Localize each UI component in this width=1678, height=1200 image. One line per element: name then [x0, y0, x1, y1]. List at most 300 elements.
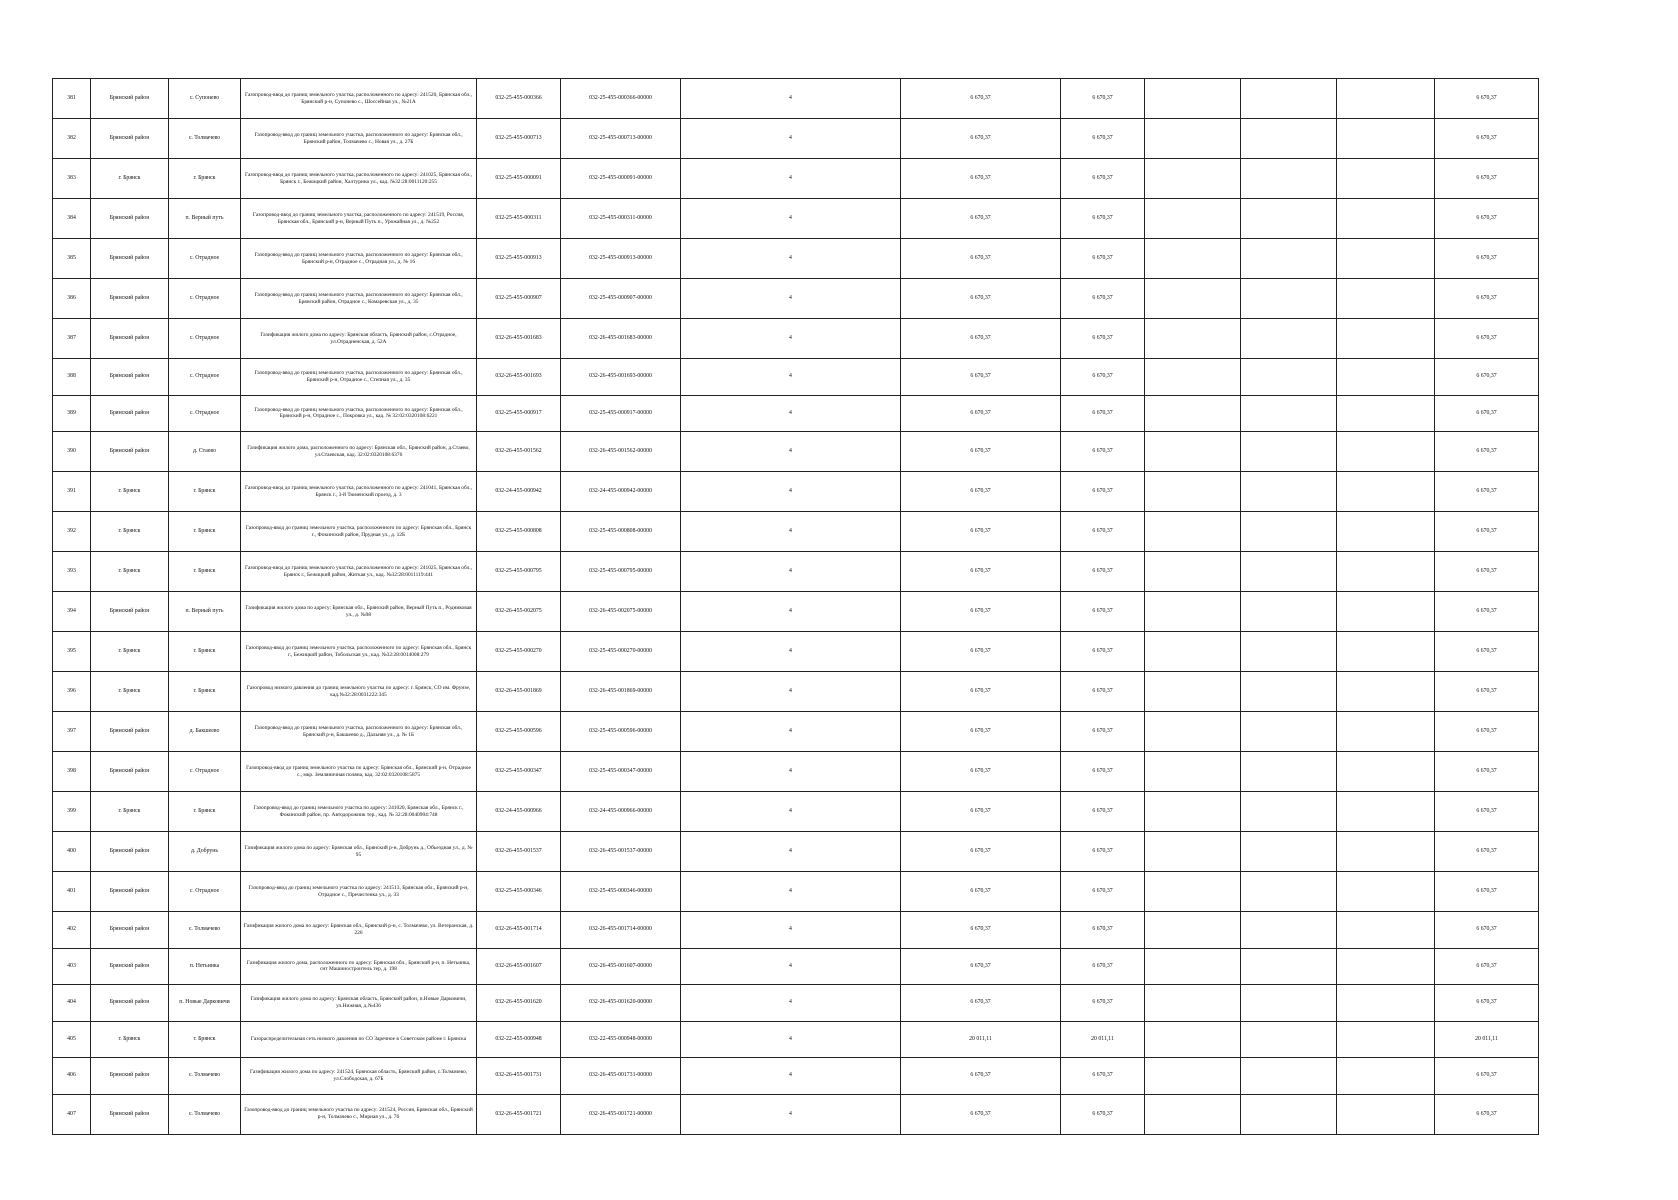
amount-cell: 6 670,37	[901, 792, 1061, 832]
total-cell: 6 670,37	[1435, 552, 1539, 592]
table-row	[53, 1058, 1539, 1095]
amount-cell: 6 670,37	[901, 119, 1061, 159]
empty-cell-2	[1241, 279, 1337, 319]
empty-cell-1	[1145, 395, 1241, 432]
object-code: 032-25-455-000808	[477, 512, 561, 552]
district-cell: г. Брянск	[91, 672, 169, 712]
object-id: 032-26-455-001683-00000	[561, 319, 681, 359]
total-cell: 6 670,37	[1435, 948, 1539, 985]
quantity-cell: 4	[681, 159, 901, 199]
total-cell: 6 670,37	[1435, 199, 1539, 239]
object-id: 032-26-455-001537-00000	[561, 832, 681, 872]
empty-cell-1	[1145, 712, 1241, 752]
amount-cell: 6 670,37	[901, 159, 1061, 199]
empty-cell-1	[1145, 359, 1241, 396]
object-code: 032-24-455-000942	[477, 472, 561, 512]
amount-cell: 6 670,37	[901, 432, 1061, 472]
object-description: Газификация жилого дома по адресу: Брянская область, Брянский район, п.Новые Дарковичи, ул.Нижняя, д.№436	[241, 985, 477, 1022]
amount-confirmed-cell: 6 670,37	[1061, 948, 1145, 985]
object-code: 032-26-455-001683	[477, 319, 561, 359]
district-cell: Брянский район	[91, 279, 169, 319]
object-code: 032-26-455-001721	[477, 1094, 561, 1134]
amount-cell: 20 011,11	[901, 1021, 1061, 1058]
table-row	[53, 472, 1539, 512]
settlement-cell: г. Брянск	[169, 1021, 241, 1058]
settlement-cell: с. Отрадное	[169, 752, 241, 792]
object-description: Газопровод-ввод до границ земельного участка, расположенного по адресу: Брянская обл., Брянск г., Фокинский район, Прудная ул., д. 12Б	[241, 512, 477, 552]
empty-cell-3	[1337, 1094, 1435, 1134]
total-cell: 6 670,37	[1435, 1058, 1539, 1095]
total-cell: 6 670,37	[1435, 319, 1539, 359]
table-row	[53, 872, 1539, 912]
empty-cell-2	[1241, 119, 1337, 159]
district-cell: Брянский район	[91, 832, 169, 872]
table-row	[53, 432, 1539, 472]
empty-cell-3	[1337, 872, 1435, 912]
empty-cell-2	[1241, 359, 1337, 396]
district-cell: Брянский район	[91, 912, 169, 949]
object-id: 032-26-455-001620-00000	[561, 985, 681, 1022]
amount-cell: 6 670,37	[901, 395, 1061, 432]
amount-cell: 6 670,37	[901, 592, 1061, 632]
quantity-cell: 4	[681, 1094, 901, 1134]
district-cell: Брянский район	[91, 985, 169, 1022]
settlement-cell: с. Толмачево	[169, 912, 241, 949]
table-row	[53, 592, 1539, 632]
empty-cell-1	[1145, 199, 1241, 239]
document-sheet	[52, 78, 1539, 1135]
object-description: Газификация жилого дома по адресу: Брянская область, Брянский район, с.Отрадное, ул.Отрадненская, д. 52А	[241, 319, 477, 359]
settlement-cell: г. Брянск	[169, 512, 241, 552]
total-cell: 6 670,37	[1435, 592, 1539, 632]
district-cell: Брянский район	[91, 592, 169, 632]
row-number: 402	[53, 912, 91, 949]
object-code: 032-25-455-000907	[477, 279, 561, 319]
empty-cell-3	[1337, 159, 1435, 199]
amount-cell: 6 670,37	[901, 832, 1061, 872]
total-cell: 6 670,37	[1435, 119, 1539, 159]
object-id: 032-26-455-001607-00000	[561, 948, 681, 985]
object-id: 032-26-455-001731-00000	[561, 1058, 681, 1095]
object-description: Газопровод-ввод до границ земельного участка по адресу: Брянская обл., Брянский р-н, Отрадное с., мкр. Земляничная поляна, кад. 32:02:0320108:5875	[241, 752, 477, 792]
object-code: 032-26-455-002075	[477, 592, 561, 632]
amount-cell: 6 670,37	[901, 985, 1061, 1022]
object-description: Газопровод-ввод до границ земельного участка, расположенного по адресу: Брянская обл., Брянский р-н, Отрадное с., Степная ул., д. 35	[241, 359, 477, 396]
amount-confirmed-cell: 6 670,37	[1061, 792, 1145, 832]
row-number: 383	[53, 159, 91, 199]
amount-confirmed-cell: 6 670,37	[1061, 592, 1145, 632]
object-id: 032-26-455-001714-00000	[561, 912, 681, 949]
district-cell: г. Брянск	[91, 632, 169, 672]
amount-confirmed-cell: 6 670,37	[1061, 279, 1145, 319]
object-code: 032-26-455-001607	[477, 948, 561, 985]
object-code: 032-22-455-000948	[477, 1021, 561, 1058]
quantity-cell: 4	[681, 948, 901, 985]
district-cell: г. Брянск	[91, 1021, 169, 1058]
empty-cell-1	[1145, 472, 1241, 512]
row-number: 403	[53, 948, 91, 985]
object-code: 032-26-455-001562	[477, 432, 561, 472]
empty-cell-1	[1145, 1094, 1241, 1134]
empty-cell-3	[1337, 79, 1435, 119]
table-row	[53, 632, 1539, 672]
object-id: 032-25-455-000270-00000	[561, 632, 681, 672]
settlement-cell: с. Отрадное	[169, 395, 241, 432]
object-id: 032-24-455-000942-00000	[561, 472, 681, 512]
empty-cell-1	[1145, 159, 1241, 199]
object-description: Газификация жилого дома по адресу: Брянская обл., Брянский р-н, с. Толмачево, ул. Ветеранская, д. 226	[241, 912, 477, 949]
district-cell: Брянский район	[91, 119, 169, 159]
settlement-cell: с. Толмачево	[169, 1094, 241, 1134]
total-cell: 6 670,37	[1435, 159, 1539, 199]
object-description: Газопровод-ввод до границ земельного участка по адресу: 241020, Брянская обл., Брянск г., Фокинский район, пр. Автодорожник тер., кад. № 32:28:0040904:748	[241, 792, 477, 832]
settlement-cell: с. Толмачево	[169, 1058, 241, 1095]
object-code: 032-26-455-001620	[477, 985, 561, 1022]
table-row	[53, 948, 1539, 985]
object-description: Газопровод-ввод до границ земельного участка, расположенного по адресу: Брянская обл., Брянский р-н, Бакшеево д., Дальняя ул., д. № 1Б	[241, 712, 477, 752]
settlement-cell: п. Верный путь	[169, 592, 241, 632]
total-cell: 6 670,37	[1435, 632, 1539, 672]
object-description: Газопровод-ввод до границ земельного участка, расположенного по адресу: 241025, Брянская обл., Брянск г., Бежицкий район, Халтурина ул., кад. №32:28:0011120:255	[241, 159, 477, 199]
district-cell: г. Брянск	[91, 792, 169, 832]
row-number: 397	[53, 712, 91, 752]
settlement-cell: г. Брянск	[169, 632, 241, 672]
amount-cell: 6 670,37	[901, 1058, 1061, 1095]
empty-cell-1	[1145, 792, 1241, 832]
amount-confirmed-cell: 6 670,37	[1061, 1094, 1145, 1134]
amount-confirmed-cell: 6 670,37	[1061, 319, 1145, 359]
object-description: Газопровод-ввод до границ земельного участка, расположенного по адресу: Брянская обл., Брянский р-н, Отрадное с., Отрадная ул., д. № 16	[241, 239, 477, 279]
district-cell: Брянский район	[91, 1058, 169, 1095]
object-code: 032-26-455-001714	[477, 912, 561, 949]
quantity-cell: 4	[681, 239, 901, 279]
object-code: 032-25-455-000366	[477, 79, 561, 119]
total-cell: 6 670,37	[1435, 395, 1539, 432]
object-description: Газопровод-ввод до границ земельного участка, расположенного по адресу: 241025, Брянская обл., Брянск г., Бежицкий район, Житкая ул., кад. №32:28:0011119:441	[241, 552, 477, 592]
quantity-cell: 4	[681, 279, 901, 319]
amount-cell: 6 670,37	[901, 279, 1061, 319]
total-cell: 6 670,37	[1435, 752, 1539, 792]
object-description: Газификация жилого дома по адресу: 241524, Брянская область, Брянский район, с.Толмачево, ул.Слободская, д. 67Б	[241, 1058, 477, 1095]
settlement-cell: г. Брянск	[169, 792, 241, 832]
quantity-cell: 4	[681, 79, 901, 119]
settlement-cell: п. Нетьинка	[169, 948, 241, 985]
amount-confirmed-cell: 6 670,37	[1061, 119, 1145, 159]
object-description: Газопровод-ввод до границ земельного участка по адресу: 241524, Россия, Брянская обл., Брянский р-н, Толмачево с., Мирная ул., д. 76	[241, 1094, 477, 1134]
row-number: 389	[53, 395, 91, 432]
empty-cell-1	[1145, 912, 1241, 949]
empty-cell-2	[1241, 432, 1337, 472]
district-cell: Брянский район	[91, 712, 169, 752]
district-cell: Брянский район	[91, 79, 169, 119]
object-id: 032-26-455-001693-00000	[561, 359, 681, 396]
empty-cell-3	[1337, 239, 1435, 279]
object-code: 032-24-455-000966	[477, 792, 561, 832]
quantity-cell: 4	[681, 872, 901, 912]
total-cell: 6 670,37	[1435, 1094, 1539, 1134]
empty-cell-1	[1145, 592, 1241, 632]
row-number: 399	[53, 792, 91, 832]
amount-cell: 6 670,37	[901, 672, 1061, 712]
empty-cell-1	[1145, 432, 1241, 472]
amount-confirmed-cell: 6 670,37	[1061, 752, 1145, 792]
district-cell: Брянский район	[91, 872, 169, 912]
empty-cell-2	[1241, 79, 1337, 119]
total-cell: 6 670,37	[1435, 239, 1539, 279]
settlement-cell: с. Отрадное	[169, 872, 241, 912]
settlement-cell: с. Отрадное	[169, 359, 241, 396]
empty-cell-2	[1241, 832, 1337, 872]
object-description: Газификация жилого дома, расположенного по адресу: Брянская обл., Брянский р-н, п. Нетьинка, снт Машиностроитель тер, д. 198	[241, 948, 477, 985]
total-cell: 6 670,37	[1435, 432, 1539, 472]
amount-confirmed-cell: 6 670,37	[1061, 79, 1145, 119]
object-description: Газораспределительная сеть низкого давления по СО Заречное в Советском районе г. Брянска	[241, 1021, 477, 1058]
total-cell: 6 670,37	[1435, 712, 1539, 752]
row-number: 386	[53, 279, 91, 319]
settlement-cell: с. Отрадное	[169, 239, 241, 279]
object-id: 032-22-455-000948-00000	[561, 1021, 681, 1058]
settlement-cell: г. Брянск	[169, 672, 241, 712]
empty-cell-2	[1241, 1058, 1337, 1095]
district-cell: Брянский район	[91, 752, 169, 792]
amount-cell: 6 670,37	[901, 912, 1061, 949]
object-id: 032-25-455-000346-00000	[561, 872, 681, 912]
empty-cell-3	[1337, 672, 1435, 712]
object-code: 032-26-455-001537	[477, 832, 561, 872]
empty-cell-3	[1337, 752, 1435, 792]
empty-cell-3	[1337, 472, 1435, 512]
total-cell: 20 011,11	[1435, 1021, 1539, 1058]
quantity-cell: 4	[681, 552, 901, 592]
quantity-cell: 4	[681, 792, 901, 832]
empty-cell-3	[1337, 1058, 1435, 1095]
empty-cell-3	[1337, 1021, 1435, 1058]
empty-cell-3	[1337, 832, 1435, 872]
empty-cell-1	[1145, 985, 1241, 1022]
total-cell: 6 670,37	[1435, 79, 1539, 119]
row-number: 395	[53, 632, 91, 672]
empty-cell-3	[1337, 432, 1435, 472]
empty-cell-2	[1241, 1021, 1337, 1058]
quantity-cell: 4	[681, 319, 901, 359]
settlement-cell: с. Отрадное	[169, 319, 241, 359]
row-number: 396	[53, 672, 91, 712]
empty-cell-2	[1241, 632, 1337, 672]
object-id: 032-25-455-000913-00000	[561, 239, 681, 279]
quantity-cell: 4	[681, 1058, 901, 1095]
object-code: 032-26-455-001693	[477, 359, 561, 396]
object-id: 032-25-455-000808-00000	[561, 512, 681, 552]
amount-confirmed-cell: 6 670,37	[1061, 832, 1145, 872]
quantity-cell: 4	[681, 199, 901, 239]
empty-cell-1	[1145, 832, 1241, 872]
quantity-cell: 4	[681, 359, 901, 396]
object-description: Газопровод-ввод до границ земельного участка, расположенного по адресу: Брянская обл., Брянск г., Бежицкий район, Тобольская ул., кад. №32:28:0014008:279	[241, 632, 477, 672]
table-row	[53, 279, 1539, 319]
object-id: 032-25-455-000795-00000	[561, 552, 681, 592]
amount-cell: 6 670,37	[901, 512, 1061, 552]
empty-cell-3	[1337, 912, 1435, 949]
row-number: 406	[53, 1058, 91, 1095]
settlement-cell: г. Брянск	[169, 159, 241, 199]
table-row	[53, 199, 1539, 239]
amount-confirmed-cell: 6 670,37	[1061, 672, 1145, 712]
amount-confirmed-cell: 6 670,37	[1061, 512, 1145, 552]
empty-cell-2	[1241, 239, 1337, 279]
row-number: 385	[53, 239, 91, 279]
table-row	[53, 792, 1539, 832]
amount-cell: 6 670,37	[901, 948, 1061, 985]
row-number: 390	[53, 432, 91, 472]
empty-cell-1	[1145, 319, 1241, 359]
object-code: 032-25-455-000713	[477, 119, 561, 159]
amount-cell: 6 670,37	[901, 712, 1061, 752]
settlement-cell: с. Толмачево	[169, 119, 241, 159]
row-number: 387	[53, 319, 91, 359]
amount-confirmed-cell: 6 670,37	[1061, 432, 1145, 472]
quantity-cell: 4	[681, 472, 901, 512]
object-code: 032-25-455-000917	[477, 395, 561, 432]
empty-cell-1	[1145, 752, 1241, 792]
settlement-cell: с. Отрадное	[169, 279, 241, 319]
table-row	[53, 712, 1539, 752]
object-code: 032-25-455-000311	[477, 199, 561, 239]
amount-confirmed-cell: 6 670,37	[1061, 632, 1145, 672]
table-row	[53, 239, 1539, 279]
amount-cell: 6 670,37	[901, 752, 1061, 792]
empty-cell-2	[1241, 948, 1337, 985]
amount-confirmed-cell: 6 670,37	[1061, 985, 1145, 1022]
district-cell: Брянский район	[91, 948, 169, 985]
object-description: Газопровод-ввод до границ земельного участка, расположенного по адресу: 241041, Брянская обл., Брянск г., 3-й Тюменский проезд, д. 3	[241, 472, 477, 512]
object-description: Газификация жилого дома по адресу: Брянская обл., Брянский район, Верный Путь п., Родниковая ул., д. №98	[241, 592, 477, 632]
quantity-cell: 4	[681, 985, 901, 1022]
row-number: 392	[53, 512, 91, 552]
settlement-cell: г. Брянск	[169, 552, 241, 592]
total-cell: 6 670,37	[1435, 512, 1539, 552]
object-description: Газопровод-ввод до границ земельного участка, расположенного по адресу: 241519, Россия, Брянская обл., Брянский р-н, Верный Путь п., Урожайная ул., д. №252	[241, 199, 477, 239]
empty-cell-1	[1145, 279, 1241, 319]
total-cell: 6 670,37	[1435, 832, 1539, 872]
object-id: 032-25-455-000311-00000	[561, 199, 681, 239]
table-row	[53, 79, 1539, 119]
object-description: Газификация жилого дома, расположенного по адресу: Брянская обл., Брянский район, д.Стаево, ул.Стаевская, кад. 32:02:0320108:6376	[241, 432, 477, 472]
quantity-cell: 4	[681, 592, 901, 632]
row-number: 384	[53, 199, 91, 239]
empty-cell-3	[1337, 279, 1435, 319]
row-number: 388	[53, 359, 91, 396]
object-description: Газопровод-ввод до границ земельного участка, расположенного по адресу: Брянская обл., Брянский р-н, Отрадное с., Покровка ул., кад. № 32:02:0320108:6221	[241, 395, 477, 432]
amount-confirmed-cell: 20 011,11	[1061, 1021, 1145, 1058]
table-row	[53, 512, 1539, 552]
object-description: Газопровод-ввод до границ земельного участка, расположенного по адресу: Брянская обл., Брянский район, Толмачево с., Новая ул., д. 27Б	[241, 119, 477, 159]
table-body	[53, 79, 1539, 1135]
amount-cell: 6 670,37	[901, 552, 1061, 592]
table-row	[53, 319, 1539, 359]
row-number: 394	[53, 592, 91, 632]
table-row	[53, 159, 1539, 199]
object-description: Газопровод-ввод до границ земельного участка, расположенного по адресу: Брянская обл., Брянский район, Отрадное с., Комаревская ул., д. 35	[241, 279, 477, 319]
amount-cell: 6 670,37	[901, 359, 1061, 396]
amount-confirmed-cell: 6 670,37	[1061, 359, 1145, 396]
district-cell: г. Брянск	[91, 472, 169, 512]
amount-cell: 6 670,37	[901, 632, 1061, 672]
empty-cell-2	[1241, 912, 1337, 949]
object-id: 032-25-455-000713-00000	[561, 119, 681, 159]
district-cell: г. Брянск	[91, 552, 169, 592]
empty-cell-3	[1337, 319, 1435, 359]
empty-cell-3	[1337, 199, 1435, 239]
empty-cell-1	[1145, 79, 1241, 119]
amount-confirmed-cell: 6 670,37	[1061, 712, 1145, 752]
total-cell: 6 670,37	[1435, 872, 1539, 912]
table-row	[53, 119, 1539, 159]
total-cell: 6 670,37	[1435, 472, 1539, 512]
table-row	[53, 1021, 1539, 1058]
empty-cell-1	[1145, 239, 1241, 279]
quantity-cell: 4	[681, 752, 901, 792]
settlement-cell: г. Брянск	[169, 472, 241, 512]
object-id: 032-25-455-000596-00000	[561, 712, 681, 752]
quantity-cell: 4	[681, 912, 901, 949]
settlement-cell: д. Добрунь	[169, 832, 241, 872]
empty-cell-2	[1241, 672, 1337, 712]
settlement-cell: с. Супонево	[169, 79, 241, 119]
total-cell: 6 670,37	[1435, 985, 1539, 1022]
empty-cell-1	[1145, 632, 1241, 672]
amount-cell: 6 670,37	[901, 472, 1061, 512]
object-code: 032-25-455-000795	[477, 552, 561, 592]
district-cell: Брянский район	[91, 319, 169, 359]
amount-confirmed-cell: 6 670,37	[1061, 1058, 1145, 1095]
empty-cell-3	[1337, 948, 1435, 985]
empty-cell-2	[1241, 512, 1337, 552]
total-cell: 6 670,37	[1435, 912, 1539, 949]
quantity-cell: 4	[681, 832, 901, 872]
amount-cell: 6 670,37	[901, 319, 1061, 359]
quantity-cell: 4	[681, 512, 901, 552]
object-id: 032-25-455-000347-00000	[561, 752, 681, 792]
row-number: 393	[53, 552, 91, 592]
object-description: Газопровод низкого давления до границ земельного участка по адресу: г. Брянск, СО им. Фрунзе, кад.№32:28:0031222:345	[241, 672, 477, 712]
district-cell: Брянский район	[91, 1094, 169, 1134]
amount-cell: 6 670,37	[901, 199, 1061, 239]
empty-cell-2	[1241, 395, 1337, 432]
object-id: 032-24-455-000966-00000	[561, 792, 681, 832]
empty-cell-2	[1241, 199, 1337, 239]
object-id: 032-26-455-001562-00000	[561, 432, 681, 472]
quantity-cell: 4	[681, 395, 901, 432]
table-row	[53, 1094, 1539, 1134]
empty-cell-1	[1145, 1021, 1241, 1058]
total-cell: 6 670,37	[1435, 279, 1539, 319]
table-row	[53, 395, 1539, 432]
object-code: 032-26-455-001869	[477, 672, 561, 712]
total-cell: 6 670,37	[1435, 359, 1539, 396]
quantity-cell: 4	[681, 712, 901, 752]
empty-cell-1	[1145, 872, 1241, 912]
empty-cell-2	[1241, 592, 1337, 632]
empty-cell-1	[1145, 1058, 1241, 1095]
object-code: 032-25-455-000913	[477, 239, 561, 279]
registry-table	[52, 78, 1539, 1135]
district-cell: г. Брянск	[91, 159, 169, 199]
row-number: 382	[53, 119, 91, 159]
empty-cell-2	[1241, 472, 1337, 512]
table-row	[53, 912, 1539, 949]
empty-cell-3	[1337, 985, 1435, 1022]
object-code: 032-25-455-000091	[477, 159, 561, 199]
